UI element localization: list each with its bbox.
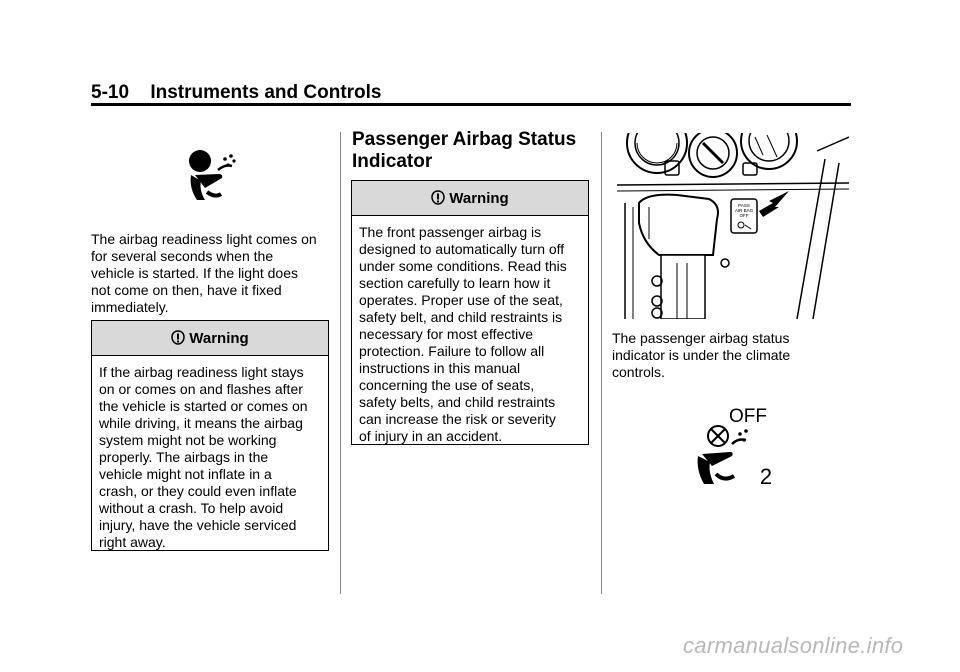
warning-label: Warning bbox=[449, 189, 509, 207]
warning-text: If the airbag readiness light stays on or comes on and flashes after the vehicle is started or comes on while driving, it means the airbag system might not be working properly. The airbags in the vehicle might not inflate in a crash, or they could even inflate without a crash. To help avoid injury, have the vehicle serviced right away. bbox=[99, 364, 308, 550]
warning-label: Warning bbox=[189, 329, 249, 347]
watermark: carmanualsonline.info bbox=[683, 633, 904, 658]
warning-header bbox=[352, 181, 588, 216]
warning-box-passenger bbox=[351, 180, 589, 445]
page-header bbox=[91, 82, 851, 104]
airbag-readiness-paragraph: The airbag readiness light comes on for several seconds when the vehicle is started. If the light does not come on then, have it fixed immediately. bbox=[91, 231, 317, 315]
warning-icon bbox=[431, 190, 445, 206]
photo-label-line1: PASS AIR BAG OFF bbox=[734, 203, 754, 218]
section-heading: Passenger Airbag Status Indicator bbox=[352, 129, 577, 172]
climate-controls-photo bbox=[617, 133, 849, 319]
off-label: OFF bbox=[729, 406, 767, 427]
airbag-readiness-icon bbox=[185, 148, 237, 204]
warning-text: The front passenger airbag is designed to automatically turn off under some conditions. Read this section carefully to learn how it operates. Proper use of the seat, safety belt, and child restraints is necessary for most effective protection. Failure to follow all instructions in this manual concerning the use of seats, safety belts, and child restraints can increase the risk or severity of injury in an accident. bbox=[359, 224, 567, 444]
header-rule bbox=[91, 103, 851, 106]
warning-icon bbox=[171, 330, 185, 346]
column-divider-left bbox=[340, 132, 341, 594]
warning-header bbox=[92, 321, 328, 356]
passenger-airbag-off-icon bbox=[690, 400, 780, 490]
child-seat-number: 2 bbox=[759, 464, 773, 489]
passenger-airbag-paragraph: The passenger airbag status indicator is under the climate controls. bbox=[612, 330, 791, 380]
warning-box-readiness bbox=[91, 320, 329, 551]
page-number: 5-10 bbox=[91, 82, 130, 103]
column-divider-right bbox=[601, 132, 602, 594]
chapter-title: Instruments and Controls bbox=[150, 82, 382, 103]
